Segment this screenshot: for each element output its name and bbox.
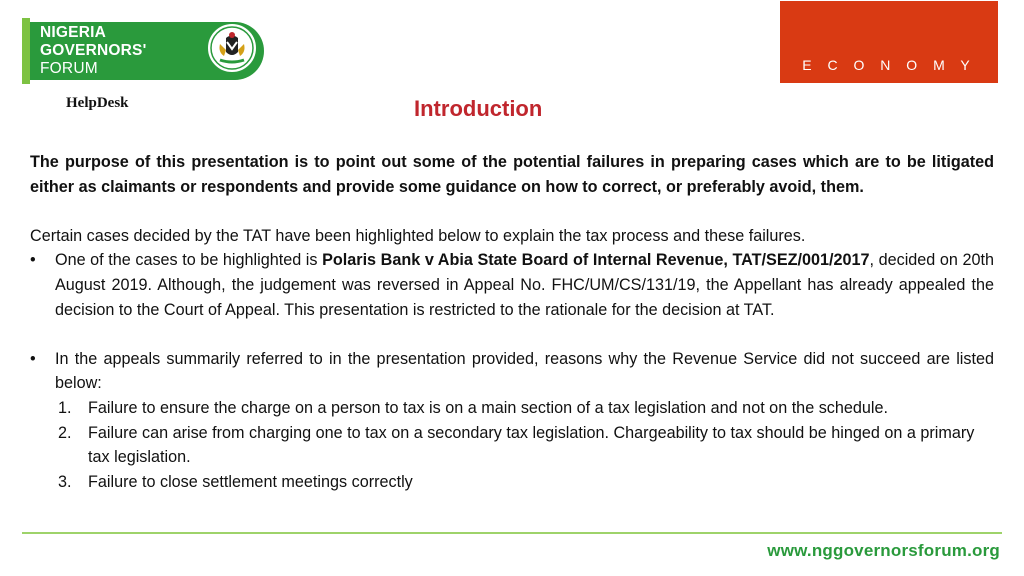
reason-item <box>30 421 994 470</box>
economy-label: E C O N O M Y <box>802 57 976 73</box>
reason-text: Failure to close settlement meetings correctly <box>88 472 413 491</box>
bullet-icon: • <box>30 251 36 270</box>
intro-paragraph: The purpose of this presentation is to point out some of the potential failures in preparing cases which are to be litigated either as claimants or respondents and provide some guidance on how to correct, or preferably avoid, them. <box>30 153 994 196</box>
case-citation: Polaris Bank v Abia State Board of Internal Revenue, TAT/SEZ/001/2017 <box>322 251 870 270</box>
reason-number: 2. <box>58 423 72 442</box>
reason-item <box>30 470 994 495</box>
slide-content <box>30 150 994 494</box>
helpdesk-label: HelpDesk <box>66 95 129 111</box>
page-title: Introduction <box>414 96 543 121</box>
coat-of-arms-icon <box>206 22 258 74</box>
bullet1-suffix: , decided on 20th August 2019. Although, the judgement was reversed in Appeal No. FHC/UM/CS/131/19, the Appellant has already appealed the decision to the Court of Appeal. This presentation is restricted to the rationale for the decision at TAT. <box>55 251 994 319</box>
logo-accent-bar <box>22 18 30 84</box>
bullet-polaris-case <box>30 248 994 322</box>
logo-line-1: NIGERIA <box>40 24 106 41</box>
logo-line-2: GOVERNORS' <box>40 42 147 59</box>
reason-number: 1. <box>58 398 72 417</box>
bullet2-text: In the appeals summarily referred to in the presentation provided, reasons why the Revenue Service did not succeed are listed below: <box>55 349 994 393</box>
footer-divider <box>22 532 1002 534</box>
reason-item <box>30 396 994 421</box>
economy-badge <box>780 1 998 83</box>
logo-line-3: FORUM <box>40 60 98 77</box>
reason-text: Failure can arise from charging one to tax on a secondary tax legislation. Chargeability to tax should be hinged on a primary tax legislation. <box>88 423 975 467</box>
bullet-appeals <box>30 347 994 396</box>
footer-website[interactable]: www.nggovernorsforum.org <box>767 541 1000 560</box>
ngf-logo <box>22 18 264 84</box>
bullet-icon: • <box>30 349 36 368</box>
reason-number: 3. <box>58 472 72 491</box>
logo-text <box>40 24 146 78</box>
reason-text: Failure to ensure the charge on a person to tax is on a main section of a tax legislation and not on the schedule. <box>88 398 888 417</box>
lead-paragraph: Certain cases decided by the TAT have been highlighted below to explain the tax process and these failures. <box>30 226 806 245</box>
bullet1-prefix: One of the cases to be highlighted is <box>55 251 323 270</box>
